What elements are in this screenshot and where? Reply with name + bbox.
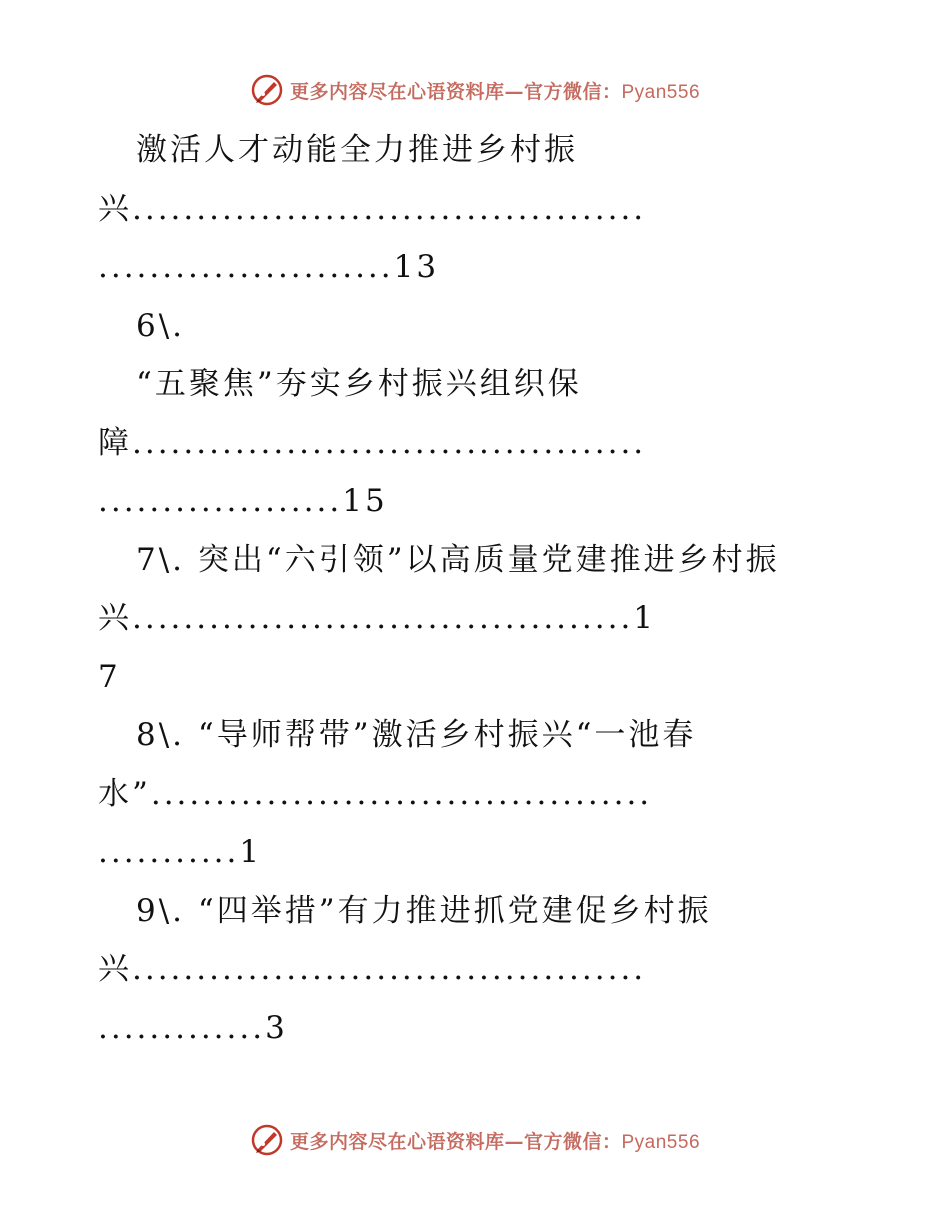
banner-wechat-id: Pyan556: [621, 81, 701, 103]
toc-line: ...........1: [98, 834, 263, 870]
toc-line: 水”.......................................: [98, 775, 653, 812]
toc-line: 障........................................: [98, 424, 647, 461]
toc-line: 激活人才动能全力推进乡村振: [136, 132, 578, 168]
toc-line: 7: [98, 658, 121, 695]
pen-logo-icon: [250, 73, 284, 107]
toc-line: .............3: [98, 1009, 288, 1046]
toc-line: 6\.: [136, 307, 186, 344]
pen-logo-icon: [250, 1123, 284, 1157]
toc-line: 兴.......................................1: [98, 600, 657, 636]
banner-wechat-id: Pyan556: [621, 1131, 701, 1153]
toc-line: .......................13: [98, 249, 440, 285]
toc-line: 兴........................................: [98, 190, 647, 227]
toc-line: 9\. “四举措”有力推进抓党建促乡村振: [136, 892, 712, 929]
banner-text: [290, 77, 700, 104]
toc-line: “五聚焦”夯实乡村振兴组织保: [136, 366, 582, 402]
banner-caption: 更多内容尽在心语资料库—官方微信：: [289, 1130, 622, 1153]
banner-text: [290, 1127, 700, 1154]
toc-line: 8\. “导师帮带”激活乡村振兴“一池春: [136, 717, 697, 753]
banner-caption: 更多内容尽在心语资料库—官方微信：: [289, 80, 622, 103]
header-banner: [0, 70, 950, 110]
footer-banner: [0, 1120, 950, 1160]
toc-line: ...................15: [98, 483, 388, 519]
toc-line: 兴........................................: [98, 951, 647, 987]
toc-line: 7\. 突出“六引领”以高质量党建推进乡村振: [136, 541, 780, 578]
